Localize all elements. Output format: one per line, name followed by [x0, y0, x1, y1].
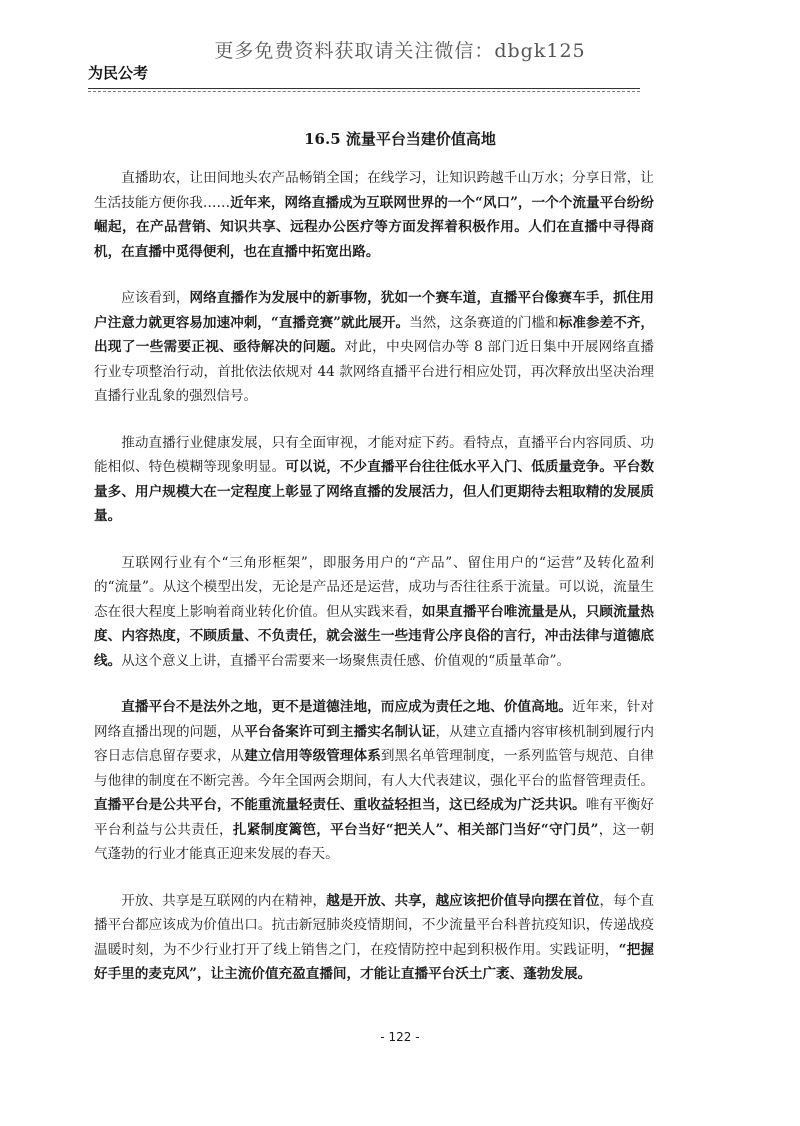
paragraph [94, 166, 654, 264]
body-text: 互联网行业有个“三角形框架”，即服务用户的“产品”、留住用户的“运营”及转化盈利的“流量”。从这个模型出发，无论是产品还是运营，成功与否往往系于流量。可以说，流量生态在很大程度上影响着商业转化价值。但从实践来看， [94, 554, 654, 620]
article-body [94, 166, 654, 1009]
body-text: 到黑名单管理制度，一系列监管与规范、自律与他律的制度在不断完善。今年全国两会期间，有人大代表建议，强化平台的监督管理责任。 [94, 748, 655, 789]
body-text: 直播助农，让田间地头农产品畅销全国；在线学习，让知识跨越千山万水；分享日常，让生活技能方便你我…… [94, 170, 654, 211]
emphasized-text: 直播平台是公共平台，不能重流量轻责任、重收益轻担当，这已经成为广泛共识。 [94, 797, 586, 813]
brand-header: 为民公考 [88, 64, 149, 82]
header-rule [88, 88, 640, 89]
emphasized-text: 扎紧制度篱笆，平台当好“把关人”、相关部门当好“守门员” [232, 821, 599, 838]
paragraph [94, 551, 654, 674]
body-text: ，这一朝气蓬勃的行业才能真正迎来发展的春天。 [94, 821, 654, 862]
body-text: ，每个直播平台都应该成为价值出口。抗击新冠肺炎疫情期间，不少流量平台科普抗疫知识，传递战疫温暖时刻，为不少行业打开了线上销售之门，在疫情防控中起到积极作用。实践证明， [94, 892, 655, 958]
section-title: 16.5 流量平台当建价值高地 [304, 130, 496, 148]
emphasized-text: 平台备案许可到主播实名制认证 [244, 723, 436, 740]
body-text: ，从建立直播内容审核机制到履行内容日志信息留存要求，从 [94, 723, 655, 764]
paragraph [94, 431, 654, 529]
header-rule-dashed [88, 91, 640, 92]
emphasized-text: 建立信用等级管理体系 [244, 748, 381, 764]
body-text: 当然，这条赛道的门槛和 [409, 314, 559, 331]
emphasized-text: 可以说，不少直播平台往往低水平入门、低质量竞争。平台数量多、用户规模大在一定程度上彰显了网络直播的发展活力，但人们更期待去粗取精的发展质量。 [94, 459, 655, 524]
body-text: 应该看到， [121, 290, 190, 306]
emphasized-text: 标准参差不齐，出现了一些需要正视、亟待解决的问题。 [94, 314, 655, 355]
body-text: 推动直播行业健康发展，只有全面审视，才能对症下药。 [121, 434, 463, 451]
paragraph [94, 286, 654, 409]
paragraph [94, 889, 654, 987]
emphasized-text: 越是开放、共享，越应该把价值导向摆在首位 [326, 892, 600, 909]
watermark-text: 更多免费资料获取请关注微信：dbgk125 [214, 40, 586, 62]
emphasized-text: 直播平台不是法外之地，更不是道德洼地，而应成为责任之地、价值高地。 [121, 699, 573, 715]
emphasized-text: 网络直播作为发展中的新事物，犹如一个赛车道，直播平台像赛车手，抓住用户注意力就更容易加速冲刺，“直播竞赛”就此展开。 [94, 290, 655, 331]
emphasized-text: 如果直播平台唯流量是从，只顾流量热度、内容热度，不顾质量、不负责任，就会滋生一些违背公序良俗的言行，冲击法律与道德底线。 [94, 603, 654, 669]
page-number: - 122 - [380, 1030, 420, 1044]
body-text: 近年来，针对网络直播出现的问题，从 [94, 699, 655, 740]
paragraph [94, 695, 654, 867]
emphasized-text: “把握好手里的麦克风”，让主流价值充盈直播间，才能让直播平台沃土广袤、蓬勃发展。 [94, 941, 654, 982]
body-text: 从这个意义上讲，直播平台需要来一场聚焦责任感、价值观的“质量革命”。 [121, 652, 571, 669]
body-text: 看特点，直播平台内容同质、功能相似、特色模糊等现象明显。 [94, 434, 655, 475]
body-text: 对此，中央网信办等 8 部门近日集中开展网络直播行业专项整治行动，首批依法依规对 44 款网络直播平台进行相应处罚，再次释放出坚决治理直播行业乱象的强烈信号。 [94, 339, 655, 404]
body-text: 唯有平衡好平台利益与公共责任， [94, 797, 654, 838]
emphasized-text: 近年来，网络直播成为互联网世界的一个“风口”，一个个流量平台纷纷崛起，在产品营销、知识共享、远程办公医疗等方面发挥着积极作用。人们在直播中寻得商机，在直播中觅得便利，也在直播中拓宽出路。 [94, 194, 654, 260]
body-text: 开放、共享是互联网的内在精神， [121, 892, 327, 909]
